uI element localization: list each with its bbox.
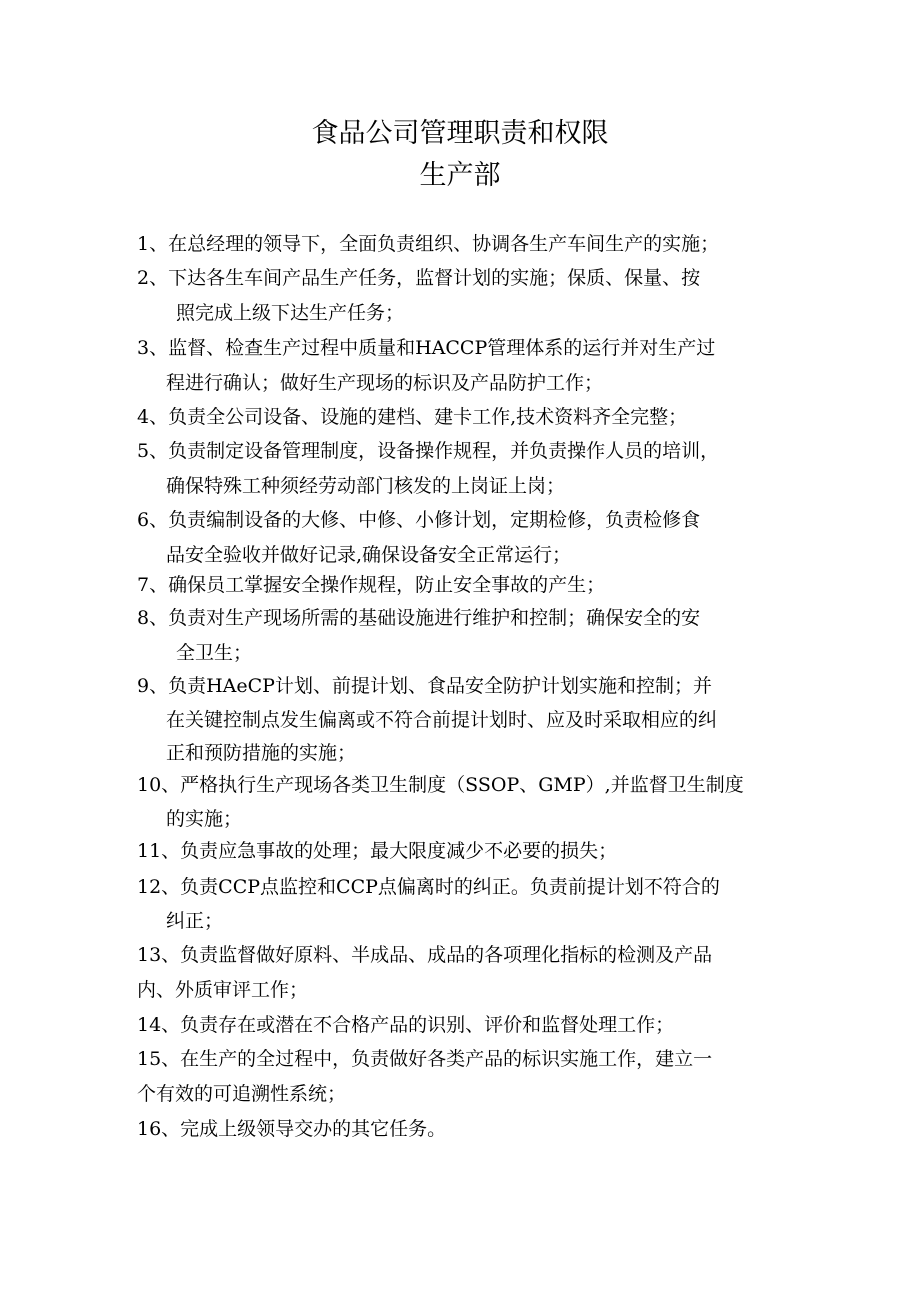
list-item-line: 13、负责监督做好原料、半成品、成品的各项理化指标的检测及产品 [137,944,713,966]
document-title: 食品公司管理职责和权限 [311,118,609,149]
list-item-line: 9、负责HAeCP计划、前提计划、食品安全防护计划实施和控制；并 [137,675,712,697]
list-item-line: 6、负责编制设备的大修、中修、小修计划，定期检修，负责检修食 [137,509,701,531]
list-item-line: 10、严格执行生产现场各类卫生制度（SSOP、GMP）,并监督卫生制度 [137,774,744,796]
list-item-line: 12、负责CCP点监控和CCP点偏离时的纠正。负责前提计划不符合的 [137,876,720,898]
list-item-line: 4、负责全公司设备、设施的建档、建卡工作,技术资料齐全完整； [137,406,688,428]
department-title: 生产部 [419,160,501,191]
list-item-line: 在关键控制点发生偏离或不符合前提计划时、应及时采取相应的纠 [166,709,718,731]
list-item-line: 正和预防措施的实施； [166,742,357,764]
list-item-line: 品安全验收并做好记录,确保设备安全正常运行； [166,544,572,566]
list-item-line: 3、监督、检查生产过程中质量和HACCP管理体系的运行并对生产过 [137,337,716,359]
list-item-line: 8、负责对生产现场所需的基础设施进行维护和控制；确保安全的安 [137,607,701,629]
list-item-line: 个有效的可追溯性系统； [137,1083,347,1105]
list-item-line: 15、在生产的全过程中，负责做好各类产品的标识实施工作，建立一 [137,1048,713,1070]
list-item-line: 程进行确认；做好生产现场的标识及产品防护工作； [166,372,604,394]
list-item-line: 确保特殊工种须经劳动部门核发的上岗证上岗； [166,475,566,497]
list-item-line: 5、负责制定设备管理制度，设备操作规程，并负责操作人员的培训， [137,440,720,462]
list-item-line: 11、负责应急事故的处理；最大限度减少不必要的损失； [137,840,618,862]
list-item-line: 2、下达各生车间产品生产任务，监督计划的实施；保质、保量、按 [137,267,701,289]
list-item-line: 照完成上级下达生产任务； [176,302,405,324]
list-item-line: 全卫生； [176,642,253,664]
list-item-line: 7、确保员工掌握安全操作规程，防止安全事故的产生； [137,574,606,596]
list-item-line: 纠正； [166,910,224,932]
list-item-line: 内、外质审评工作； [137,979,309,1001]
list-item-line: 14、负责存在或潜在不合格产品的识别、评价和监督处理工作； [137,1014,675,1036]
list-item-line: 的实施； [166,808,243,830]
list-item-line: 16、完成上级领导交办的其它任务。 [137,1118,447,1140]
list-item-line: 1、在总经理的领导下，全面负责组织、协调各生产车间生产的实施； [137,233,720,255]
